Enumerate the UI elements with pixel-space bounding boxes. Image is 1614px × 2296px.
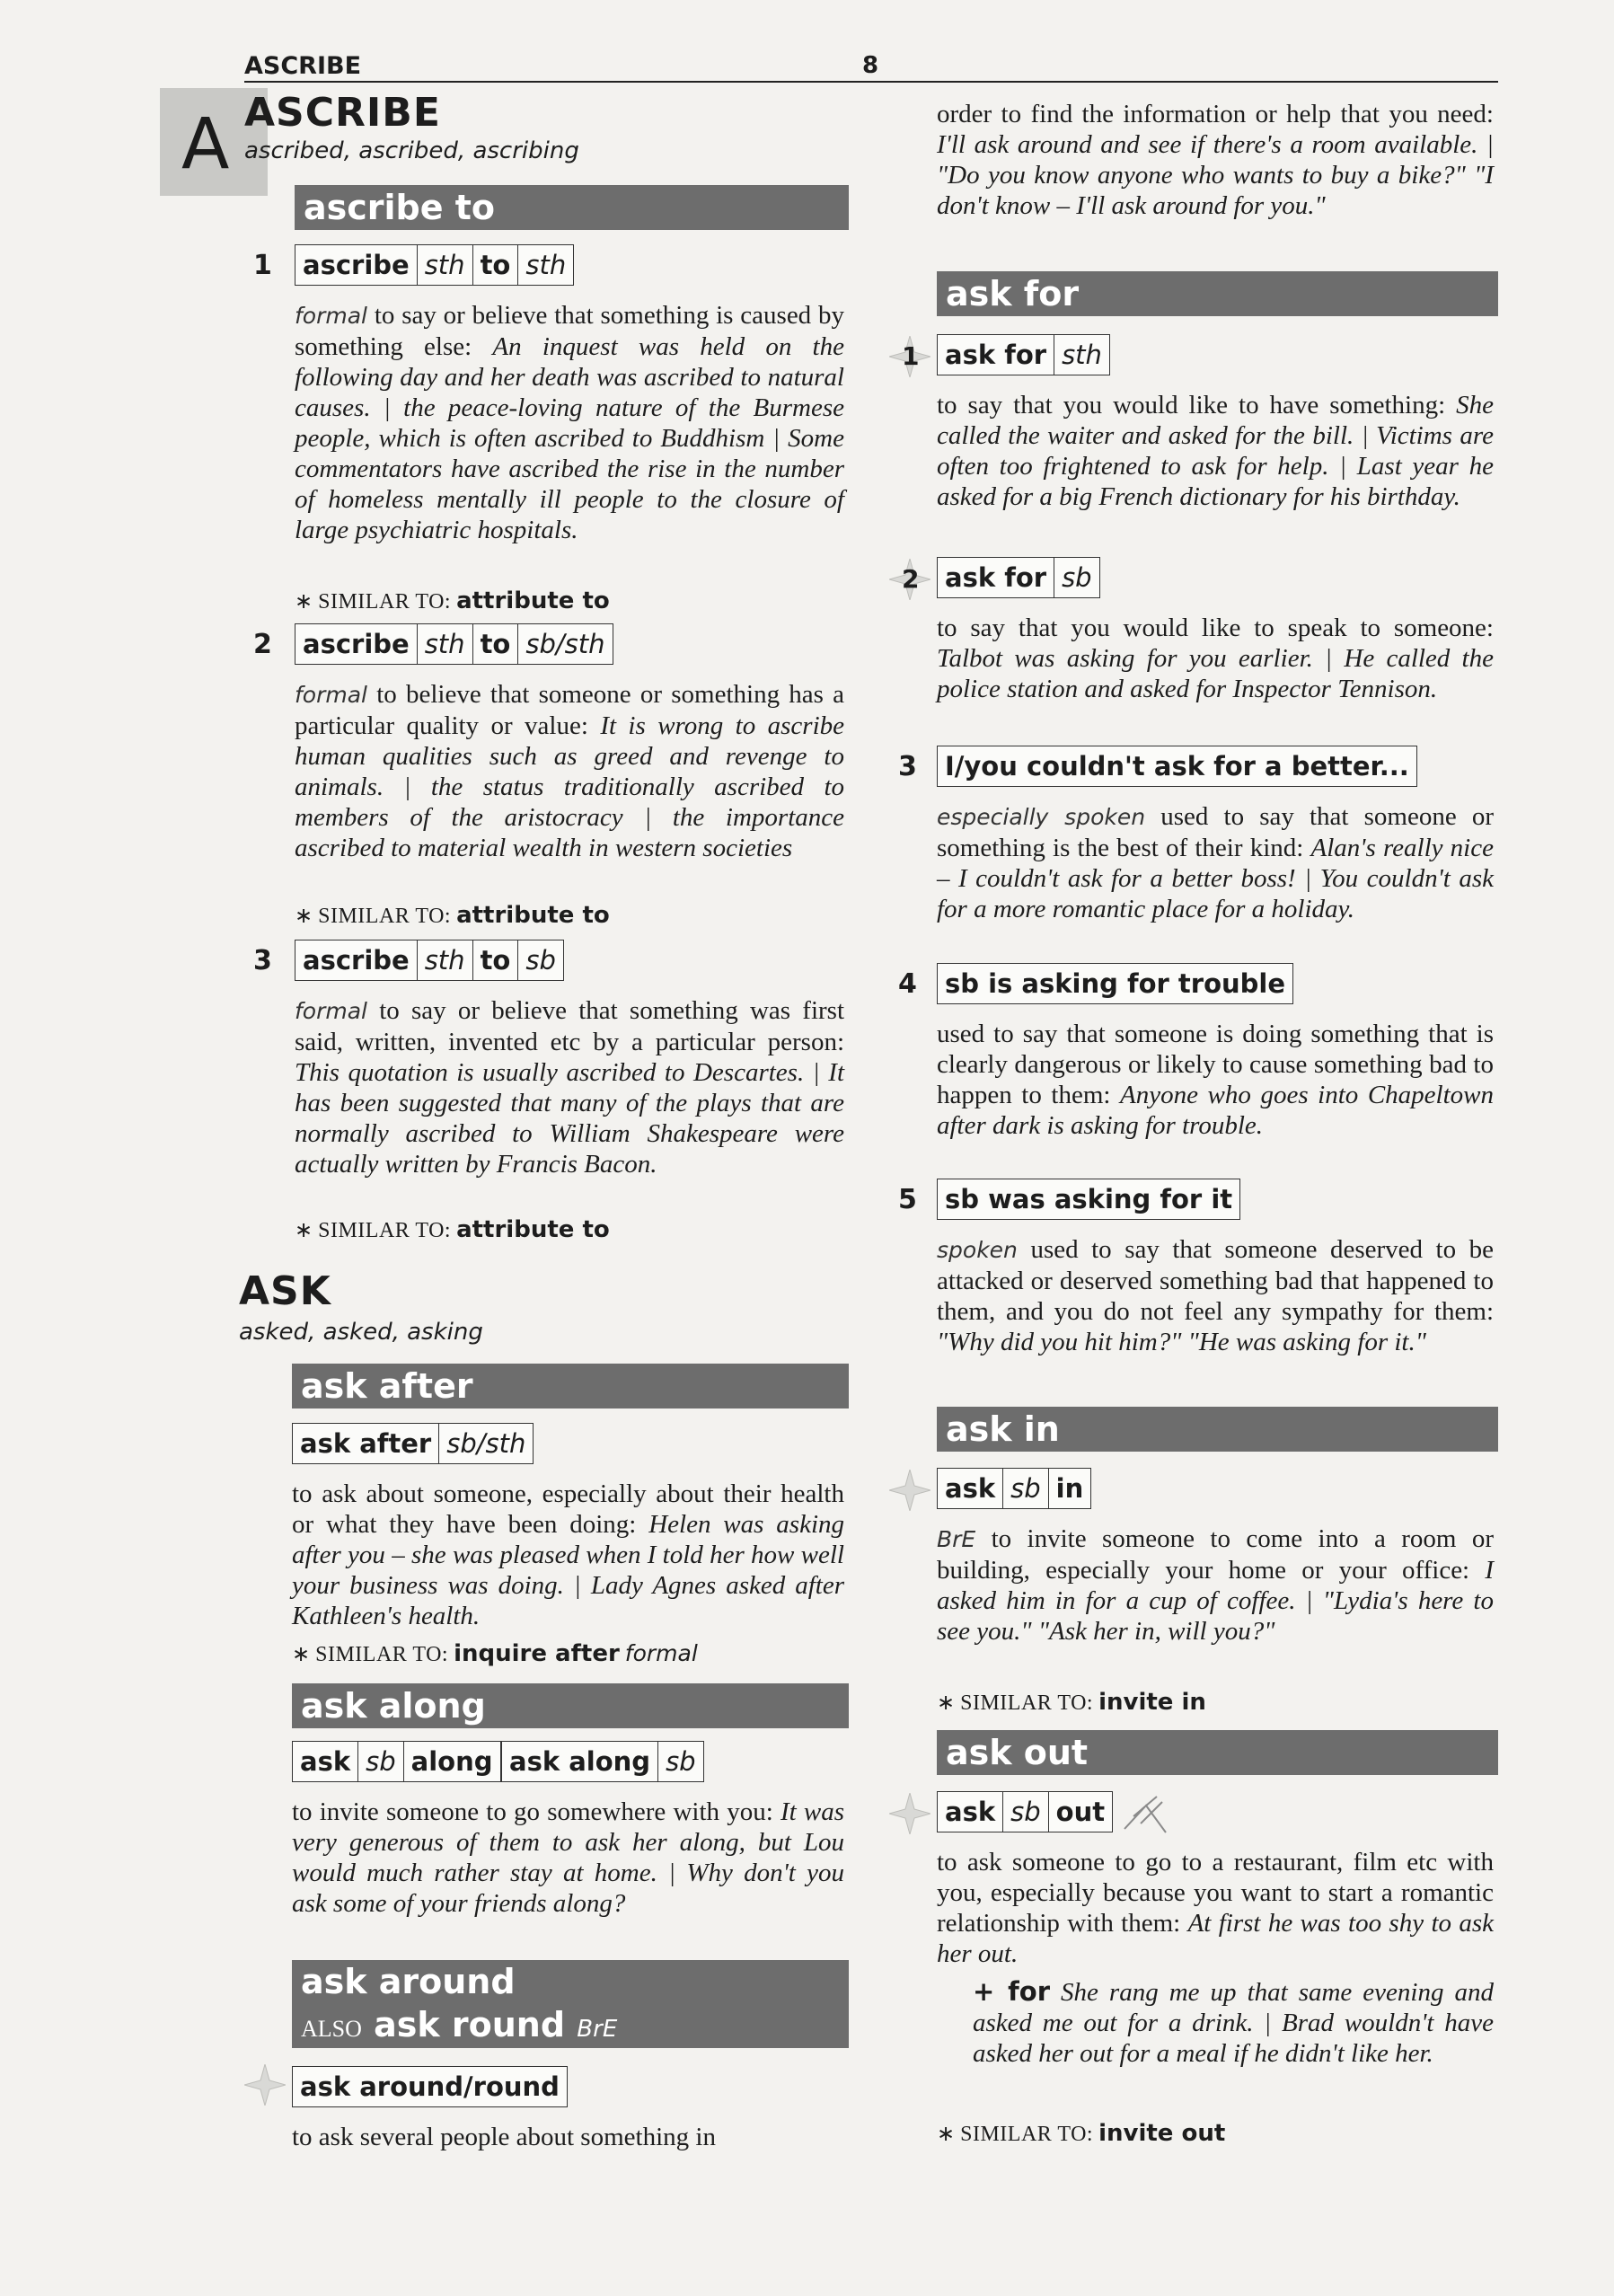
phrasal-verb-box: I/you couldn't ask for a better... (937, 746, 1417, 787)
definition: to ask several people about something in (292, 2123, 716, 2151)
phrasal-verb-box: ascribe sth to sb (295, 940, 564, 981)
definition: used to say that someone is doing something that is clearly dangerous or likely to cause something bad to happen to them: Anyone who goes into Chapeltown after dark is asking for trouble. (937, 1020, 1495, 1140)
bar-ask-in: ask in (937, 1407, 1498, 1452)
phrasal-verb-box: ascribe sth to sb/sth (295, 623, 613, 665)
definition: especially spoken used to say that someone or something is the best of their kind: Alan's really nice – I couldn't ask for a better boss! | You couldn't ask for a more romantic place for a holiday. (937, 802, 1494, 923)
frequency-star-icon (244, 2064, 286, 2106)
bar-ask-for: ask for (937, 271, 1498, 316)
phrasal-verb-box: ask sb out (937, 1791, 1113, 1832)
frequency-star-icon: 1 (889, 336, 930, 377)
phrasal-verb-box: ask around/round (292, 2066, 568, 2107)
forms-ascribe: ascribed, ascribed, ascribing (244, 137, 579, 164)
sense-number: 3 (898, 751, 917, 782)
phrasal-verb-box: ask for sb (937, 557, 1100, 598)
definition: to invite someone to go somewhere with you: It was very generous of them to ask her along, but Lou would much rather stay at home. | Why don't you ask some of your friends along? (292, 1797, 845, 1918)
phrasal-verb-box: ask sb in (937, 1468, 1091, 1509)
definition: to ask about someone, especially about their health or what they have been doing: Helen was asking after you – she was pleased when I told her how well your business was doing. | Lady Agnes asked after Kathleen's health. (292, 1479, 844, 1630)
definition: formal to believe that someone or something has a particular quality or value: It is wrong to ascribe human qualities such as greed and revenge to animals. | the status traditionally ascribed to members of the aristocracy | the importance ascribed to material wealth in western societies (295, 680, 844, 862)
definition: to ask someone to go to a restaurant, film etc with you, especially because you want to start a romantic relationship with them: At first he was too shy to ask her out. (937, 1848, 1495, 1968)
frequency-star-icon (889, 1793, 930, 1834)
definition: formal to say or believe that something was first said, written, invented etc by a particular person: This quotation is usually ascribed to Descartes. | It has been suggested that many of the plays that are normally ascribed to William Shakespeare were actually written by Francis Bacon. (295, 996, 845, 1179)
phrasal-verb-box: ask along sb (501, 1741, 704, 1782)
phrasal-verb-box: sb was asking for it (937, 1179, 1240, 1220)
bar-ascribe-to: ascribe to (295, 185, 849, 230)
similar-to: ∗ SIMILAR TO: attribute to (295, 1216, 610, 1243)
definition: spoken used to say that someone deserved to be attacked or deserved something bad that happened to them, and you do not feel any sympathy for them: "Why did you hit him?" "He was asking for it." (937, 1235, 1495, 1356)
similar-to: ∗ SIMILAR TO: invite in (937, 1689, 1206, 1716)
phrasal-verb-box: sb is asking for trouble (937, 963, 1293, 1004)
frequency-star-icon (889, 1470, 930, 1511)
collocation-example: + for She rang me up that same evening and asked me out for a drink. | Brad wouldn't have asked her out for a meal if he didn't like her. (973, 1976, 1494, 2068)
similar-to: ∗ SIMILAR TO: attribute to (295, 587, 610, 614)
definition: to say that you would like to have something: She called the waiter and asked for the bill. | Victims are often too frightened to ask for help. | Last year he asked for a big French dictionary for his birthday. (937, 391, 1495, 511)
running-head-word: ASCRIBE (244, 52, 362, 80)
running-header (244, 49, 1498, 83)
phrasal-verb-box: ask for sth (937, 334, 1110, 375)
headword-ask: ASK (239, 1268, 331, 1314)
frequency-star-icon: 2 (889, 559, 930, 600)
bar-ask-after: ask after (292, 1364, 849, 1409)
sense-number: 5 (898, 1184, 917, 1215)
bar-ask-around: ask around ALSO ask round BrE (292, 1960, 849, 2048)
definition-continued: order to find the information or help that you need: I'll ask around and see if there's a room available. | "Do you know anyone who wants to buy a bike?" "I don't know – I'll ask around for you." (937, 100, 1494, 220)
letter-tab-label: A (181, 104, 230, 185)
sense-number: 1 (253, 250, 272, 281)
definition: formal to say or believe that something is caused by something else: An inquest was held on the following day and her death was ascribed to natural causes. | the peace-loving nature of the Burmese people, which is often ascribed to Buddhism | Some commentators have ascribed the rise in the number of homeless mentally ill people to the closure of large psychiatric hospitals. (295, 301, 845, 544)
definition: to say that you would like to speak to someone: Talbot was asking for you earlier. | He called the police station and asked for Inspector Tennison. (937, 614, 1494, 703)
definition: BrE to invite someone to come into a room or building, especially your home or your office: I asked him in for a cup of coffee. | "Lydia's here to see you." "Ask her in, will you?" (937, 1524, 1494, 1646)
sense-number: 2 (253, 629, 272, 660)
bar-ask-along: ask along (292, 1683, 849, 1728)
page-number: 8 (862, 52, 879, 79)
similar-to: ∗ SIMILAR TO: attribute to (295, 902, 610, 929)
bar-ask-out: ask out (937, 1730, 1498, 1775)
similar-to: ∗ SIMILAR TO: inquire after formal (292, 1640, 698, 1667)
phrasal-verb-box: ask sb along (292, 1741, 501, 1782)
similar-to: ∗ SIMILAR TO: invite out (937, 2120, 1226, 2147)
phrasal-verb-box: ascribe sth to sth (295, 244, 574, 286)
forms-ask: asked, asked, asking (239, 1319, 483, 1346)
pencil-mark-icon (1121, 1793, 1177, 1842)
sense-number: 3 (253, 945, 272, 976)
sense-number: 4 (898, 968, 917, 1000)
headword-ascribe: ASCRIBE (244, 90, 441, 136)
phrasal-verb-box: ask after sb/sth (292, 1423, 534, 1464)
